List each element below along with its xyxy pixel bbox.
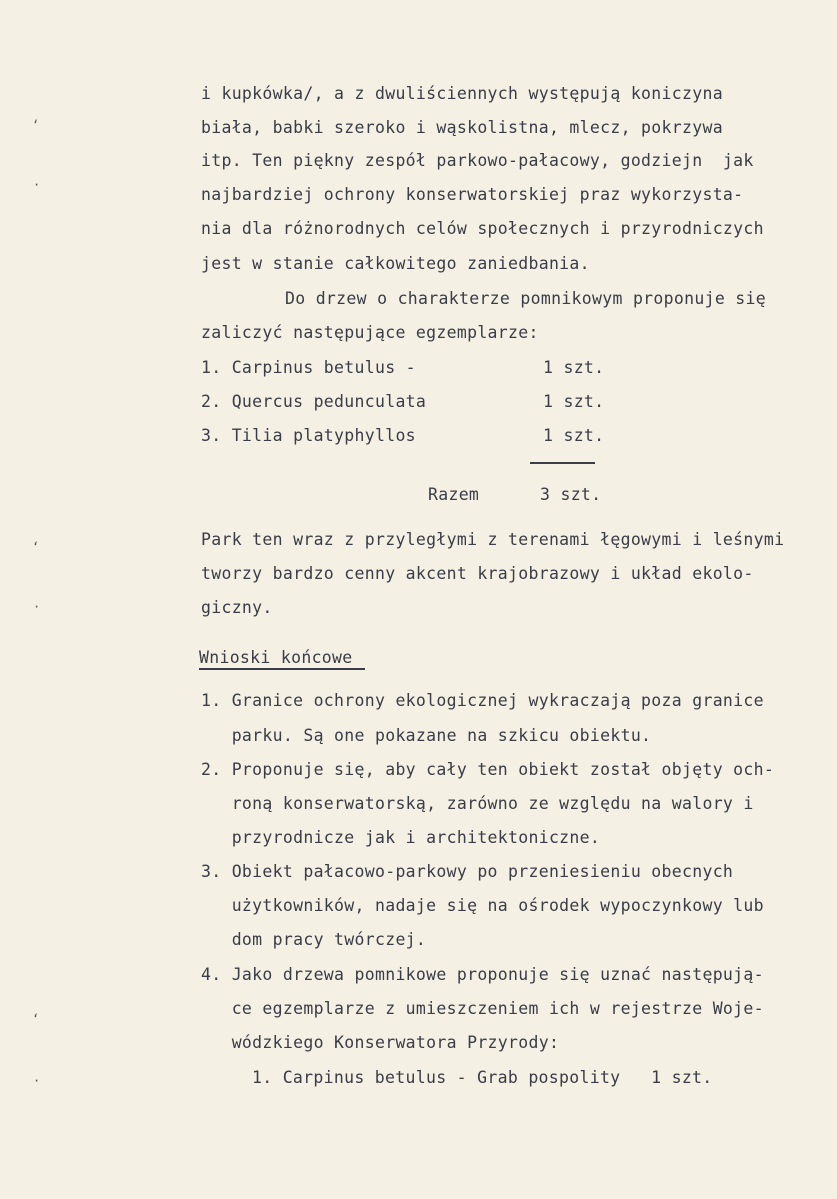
text-line: nia dla różnorodnych celów społecznych i przyrodniczych xyxy=(201,219,764,238)
final-tree-item: 1. Carpinus betulus - Grab pospolity 1 szt. xyxy=(252,1068,713,1087)
tree-name: 3. Tilia platyphyllos xyxy=(201,426,416,445)
text-line: najbardziej ochrony konserwatorskiej praz wykorzysta- xyxy=(201,185,744,204)
text-line: i kupkówka/, a z dwuliściennych występują koniczyna xyxy=(201,84,723,103)
conclusions-heading: Wnioski końcowe xyxy=(199,648,353,667)
conclusion-line: 3. Obiekt pałacowo-parkowy po przeniesieniu obecnych xyxy=(201,862,734,881)
margin-mark: ‘ xyxy=(32,1012,40,1026)
text-line: itp. Ten piękny zespół parkowo-pałacowy, godziejn jak xyxy=(201,151,754,170)
total-label: Razem xyxy=(428,485,480,504)
margin-mark: · xyxy=(33,1074,41,1088)
margin-mark: ‘ xyxy=(32,540,40,554)
margin-mark: ‘ xyxy=(32,118,40,132)
text-line: tworzy bardzo cenny akcent krajobrazowy i układ ekolo- xyxy=(201,564,754,583)
text-line: Park ten wraz z przyległymi z terenami łęgowymi i leśnymi xyxy=(201,530,785,549)
margin-mark: · xyxy=(33,600,41,614)
tree-count: 1 szt. xyxy=(543,392,605,411)
tree-name: 2. Quercus pedunculata xyxy=(201,392,427,411)
tree-count: 1 szt. xyxy=(543,426,605,445)
margin-mark: · xyxy=(33,178,41,192)
conclusion-line: 2. Proponuje się, aby cały ten obiekt został objęty och- xyxy=(201,760,775,779)
conclusion-line: 4. Jako drzewa pomnikowe proponuje się uznać następują- xyxy=(201,965,764,984)
conclusion-line: użytkowników, nadaje się na ośrodek wypoczynkowy lub xyxy=(201,896,764,915)
tree-name: 1. Carpinus betulus - xyxy=(201,358,416,377)
conclusion-line: wódzkiego Konserwatora Przyrody: xyxy=(201,1033,560,1052)
total-count: 3 szt. xyxy=(540,485,602,504)
text-line: giczny. xyxy=(201,598,273,617)
conclusion-line: roną konserwatorską, zarówno ze względu na walory i xyxy=(201,794,754,813)
tree-count: 1 szt. xyxy=(543,358,605,377)
sum-rule xyxy=(530,462,595,464)
text-line: jest w stanie całkowitego zaniedbania. xyxy=(201,254,590,273)
text-line: Do drzew o charakterze pomnikowym proponuje się xyxy=(285,289,766,308)
conclusion-line: 1. Granice ochrony ekologicznej wykraczają poza granice xyxy=(201,691,764,710)
text-line: biała, babki szeroko i wąskolistna, mlecz, pokrzywa xyxy=(201,118,723,137)
text-line: zaliczyć następujące egzemplarze: xyxy=(201,323,539,342)
heading-underline xyxy=(199,668,365,670)
conclusion-line: przyrodnicze jak i architektoniczne. xyxy=(201,828,601,847)
conclusion-line: ce egzemplarze z umieszczeniem ich w rejestrze Woje- xyxy=(201,999,764,1018)
conclusion-line: parku. Są one pokazane na szkicu obiektu. xyxy=(201,726,652,745)
conclusion-line: dom pracy twórczej. xyxy=(201,930,427,949)
